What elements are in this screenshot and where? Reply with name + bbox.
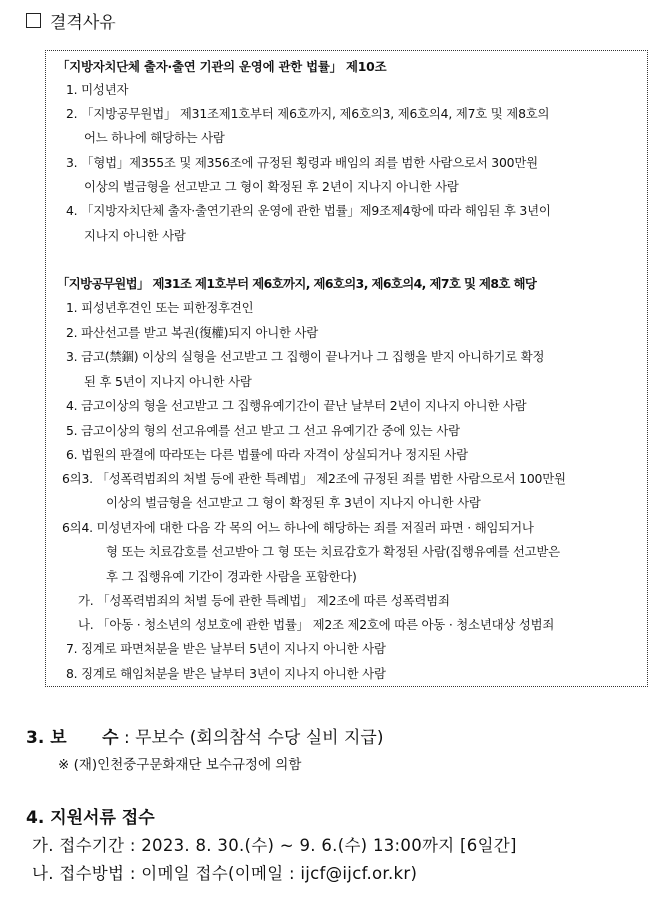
section4-period: 가. 접수기간 : 2023. 8. 30.(수) ~ 9. 6.(수) 13:00까지 [6일간] — [32, 836, 517, 855]
law1-item: 1. 미성년자 — [66, 82, 129, 97]
law1-item-cont: 지나지 아니한 사람 — [84, 228, 186, 243]
law1-item: 2. 「지방공무원법」 제31조제1호부터 제6호까지, 제6호의3, 제6호의4, 제7호 및 제8호의 — [66, 106, 550, 121]
law2-item: 8. 징계로 해임처분을 받은 날부터 3년이 지나지 아니한 사람 — [66, 666, 386, 681]
law2-item: 6의3. 「성폭력범죄의 처벌 등에 관한 특례법」 제2조에 규정된 죄를 범한 사람으로서 100만원 — [62, 471, 566, 486]
law1-title: 「지방자치단체 출자·출연 기관의 운영에 관한 법률」 제10조 — [57, 59, 387, 74]
law1-item-cont: 어느 하나에 해당하는 사람 — [84, 130, 225, 145]
law2-item-cont: 된 후 5년이 지나지 아니한 사람 — [84, 374, 252, 389]
law2-item: 6. 법원의 판결에 따라또는 다른 법률에 따라 자격이 상실되거나 정지된 사람 — [66, 447, 468, 462]
section3-text: : 무보수 (회의참석 수당 실비 지급) — [123, 728, 384, 748]
law1-item: 4. 「지방자치단체 출자·출연기관의 운영에 관한 법률」제9조제4항에 따라 해임된 후 3년이 — [66, 203, 551, 218]
heading-title: 결격사유 — [50, 13, 116, 33]
law2-item-cont: 이상의 벌금형을 선고받고 그 형이 확정된 후 3년이 지나지 아니한 사람 — [106, 495, 481, 510]
law2-item: 3. 금고(禁錮) 이상의 실형을 선고받고 그 집행이 끝나거나 그 집행을 받지 아니하기로 확정 — [66, 349, 545, 364]
section3-label: 3. 보 수 — [26, 728, 119, 748]
law2-item: 4. 금고이상의 형을 선고받고 그 집행유예기간이 끝난 날부터 2년이 지나지 아니한 사람 — [66, 398, 527, 413]
law2-title: 「지방공무원법」 제31조 제1호부터 제6호까지, 제6호의3, 제6호의4, 제7호 및 제8호 해당 — [57, 276, 537, 291]
law2-item: 1. 피성년후견인 또는 피한정후견인 — [66, 300, 254, 315]
section-heading — [26, 8, 116, 33]
law2-item-cont: 형 또는 치료감호를 선고받아 그 형 또는 치료감호가 확정된 사람(집행유예를 선고받은 — [106, 544, 560, 559]
checkbox-square-icon — [26, 13, 41, 28]
law1-item: 3. 「형법」제355조 및 제356조에 규정된 횡령과 배임의 죄를 범한 사람으로서 300만원 — [66, 155, 538, 170]
law2-subitem: 나. 「아동 · 청소년의 성보호에 관한 법률」 제2조 제2호에 따른 아동 · 청소년대상 성범죄 — [78, 617, 555, 632]
law2-item: 2. 파산선고를 받고 복권(復權)되지 아니한 사람 — [66, 325, 319, 340]
law2-item-cont: 후 그 집행유예 기간이 경과한 사람을 포함한다) — [106, 569, 357, 584]
section3-compensation — [26, 723, 383, 748]
law2-subitem: 가. 「성폭력범죄의 처벌 등에 관한 특례법」 제2조에 따른 성폭력범죄 — [78, 593, 450, 608]
section3-note: ※ (재)인천중구문화재단 보수규정에 의함 — [58, 757, 302, 773]
law2-item: 6의4. 미성년자에 대한 다음 각 목의 어느 하나에 해당하는 죄를 저질러 파면 · 해임되거나 — [62, 520, 534, 535]
law2-item: 7. 징계로 파면처분을 받은 날부터 5년이 지나지 아니한 사람 — [66, 641, 386, 656]
law1-item-cont: 이상의 벌금형을 선고받고 그 형이 확정된 후 2년이 지나지 아니한 사람 — [84, 179, 459, 194]
section4-method: 나. 접수방법 : 이메일 접수(이메일 : ijcf@ijcf.or.kr) — [32, 864, 418, 883]
law2-item: 5. 금고이상의 형의 선고유예를 선고 받고 그 선고 유예기간 중에 있는 사람 — [66, 423, 460, 438]
section4-title: 4. 지원서류 접수 — [26, 808, 155, 828]
